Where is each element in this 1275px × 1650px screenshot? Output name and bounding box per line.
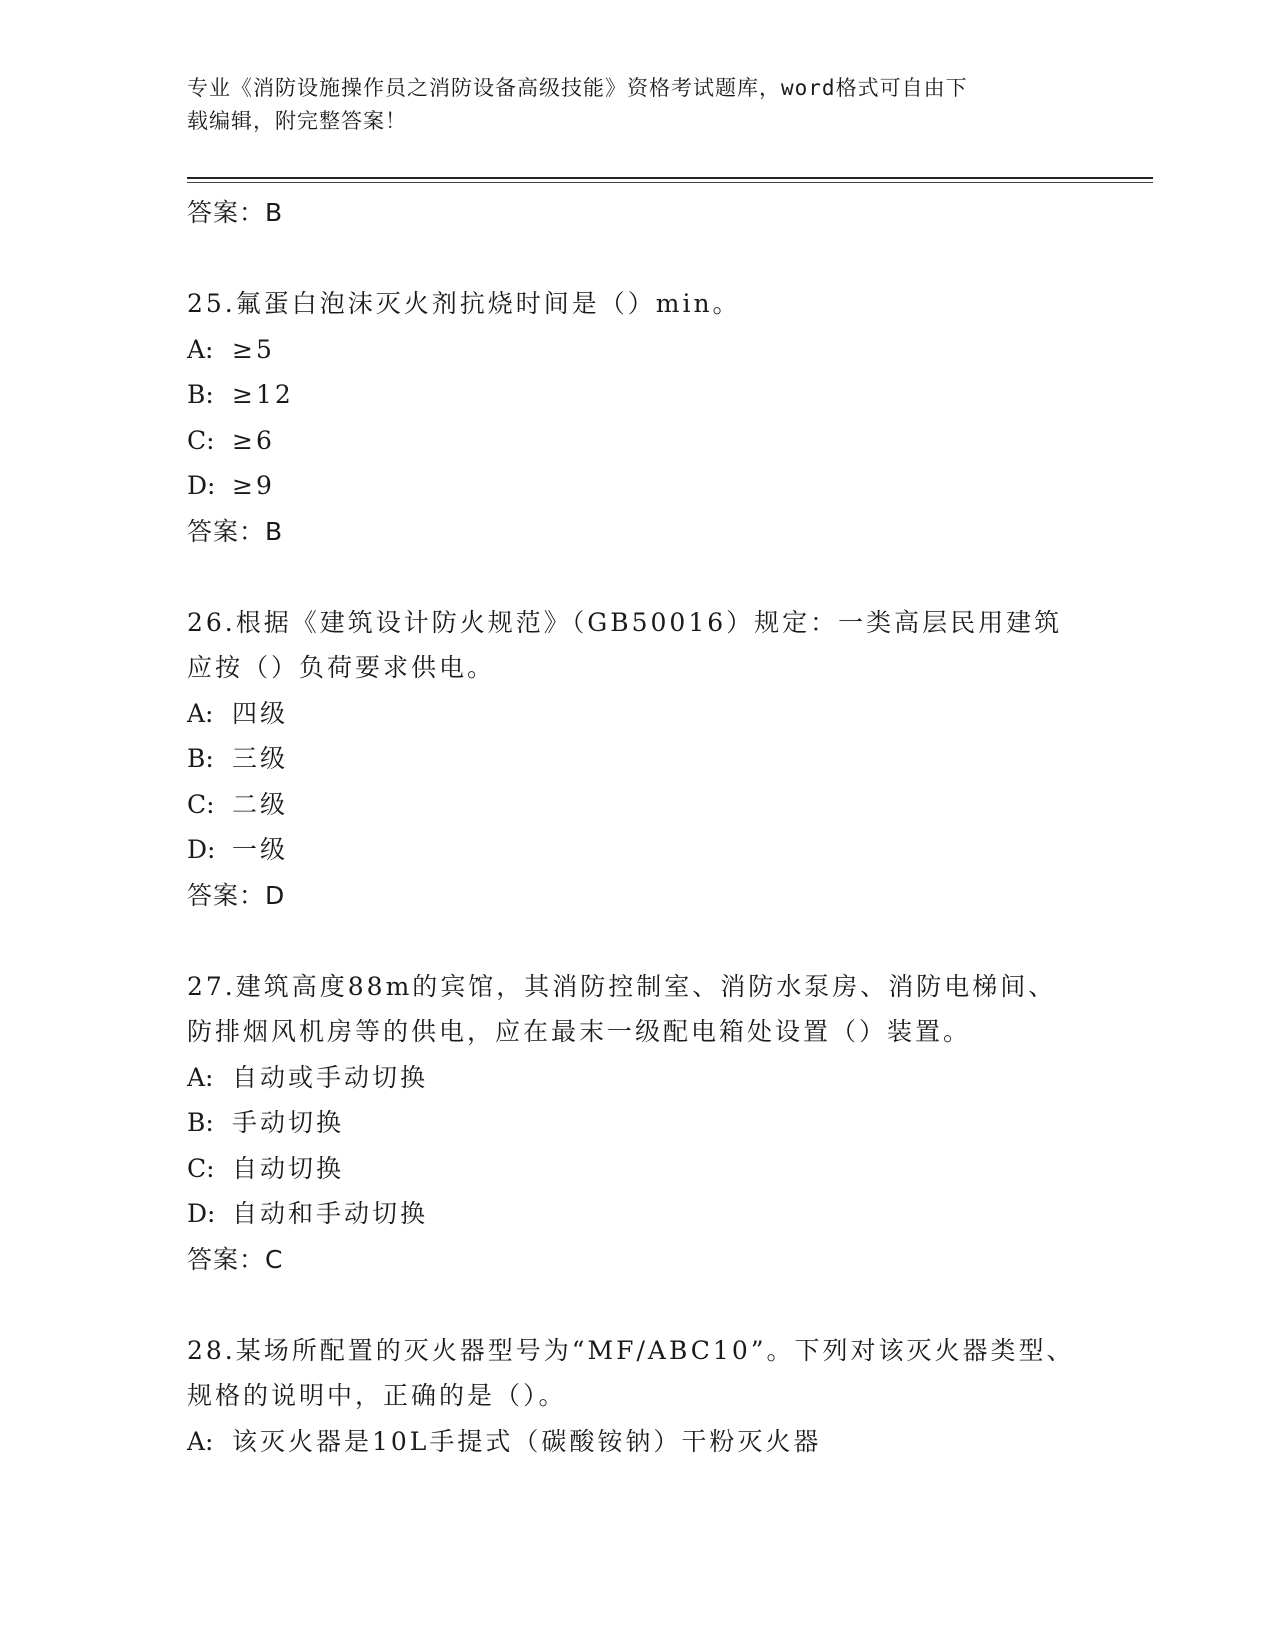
question-stem-continued: 应按（）负荷要求供电。 — [187, 653, 496, 682]
option-text: 自动切换 — [232, 1153, 345, 1183]
option-a — [187, 1055, 1087, 1101]
answer-line: 答案：D — [187, 880, 286, 910]
question-gap — [187, 1283, 1087, 1328]
question-stem-continued: 规格的说明中，正确的是（）。 — [187, 1381, 567, 1410]
option-label: C: — [187, 789, 215, 819]
option-d — [187, 1191, 1087, 1237]
header-divider-thin — [187, 182, 1153, 183]
option-text: ≥6 — [232, 425, 275, 455]
option-text: ≥12 — [232, 380, 294, 409]
option-d — [187, 827, 1087, 873]
document-header — [187, 72, 1067, 138]
option-text: 手动切换 — [232, 1108, 345, 1137]
answer-line: 答案：B — [187, 198, 284, 227]
option-a — [187, 1419, 1087, 1465]
option-label: B: — [187, 1108, 214, 1137]
option-label: A: — [187, 334, 214, 364]
question-gap — [187, 236, 1087, 281]
option-c — [187, 1146, 1087, 1192]
option-text: ≥9 — [232, 471, 275, 500]
option-c — [187, 418, 1087, 464]
option-text: 一级 — [232, 835, 289, 864]
question-stem-continued: 防排烟风机房等的供电，应在最末一级配电箱处设置（）装置。 — [187, 1017, 972, 1046]
option-text: 自动或手动切换 — [232, 1062, 429, 1092]
option-d — [187, 463, 1087, 509]
option-a — [187, 327, 1087, 373]
question-stem: 28.某场所配置的灭火器型号为“MF/ABC10”。下列对该灭火器类型、 — [187, 1335, 1075, 1365]
option-label: D: — [187, 835, 216, 864]
answer-line: 答案：B — [187, 516, 284, 546]
question-list — [187, 190, 1087, 1464]
option-b — [187, 736, 1087, 782]
option-b — [187, 1100, 1087, 1146]
question-stem: 27.建筑高度88m的宾馆，其消防控制室、消防水泵房、消防电梯间、 — [187, 971, 1057, 1001]
option-label: A: — [187, 698, 214, 728]
option-b — [187, 372, 1087, 418]
option-label: D: — [187, 1199, 216, 1228]
question-block — [187, 281, 1087, 555]
option-label: D: — [187, 471, 216, 500]
question-block — [187, 964, 1087, 1283]
header-divider-thick — [187, 177, 1153, 179]
question-stem: 26.根据《建筑设计防火规范》（GB50016）规定：一类高层民用建筑 — [187, 607, 1063, 637]
question-stem: 25.氟蛋白泡沫灭火剂抗烧时间是（）min。 — [187, 289, 741, 318]
option-label: B: — [187, 380, 214, 409]
option-text: ≥5 — [232, 334, 275, 364]
option-text: 三级 — [232, 744, 289, 773]
header-line-1: 专业《消防设施操作员之消防设备高级技能》资格考试题库，word格式可自由下 — [187, 76, 968, 100]
option-a — [187, 691, 1087, 737]
option-label: A: — [187, 1426, 214, 1456]
option-text: 四级 — [232, 698, 289, 728]
answer-line: 答案：C — [187, 1244, 284, 1274]
option-text: 该灭火器是10L手提式（碳酸铵钠）干粉灭火器 — [232, 1426, 822, 1456]
question-gap — [187, 555, 1087, 600]
question-block — [187, 1328, 1087, 1465]
question-gap — [187, 919, 1087, 964]
option-label: C: — [187, 425, 215, 455]
option-label: C: — [187, 1153, 215, 1183]
option-text: 自动和手动切换 — [232, 1199, 429, 1228]
option-label: B: — [187, 744, 214, 773]
option-c — [187, 782, 1087, 828]
header-line-2: 载编辑，附完整答案！ — [187, 109, 407, 133]
option-label: A: — [187, 1062, 214, 1092]
question-block — [187, 600, 1087, 919]
option-text: 二级 — [232, 789, 289, 819]
